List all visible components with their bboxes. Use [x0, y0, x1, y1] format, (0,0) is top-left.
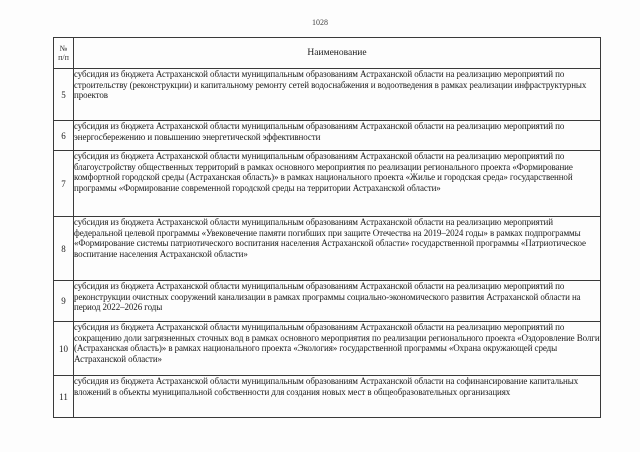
- row-number: 11: [54, 376, 74, 418]
- column-header-number: [54, 38, 74, 69]
- row-text: субсидия из бюджета Астраханской области муниципальным образованиям Астраханской области на реализацию мероприятий по реконструкции очистных сооружений канализации в рамках программы социально-экономического развития Астраханской области на период 2022–2026 годы: [74, 281, 601, 322]
- table-row: [54, 151, 601, 217]
- row-text: субсидия из бюджета Астраханской области муниципальным образованиям Астраханской области на реализацию мероприятий по сокращению доли загрязненных сточных вод в рамках основного мероприятия по реализации регионального проекта «Оздоровление Волги (Астраханская область)» в рамках национального проекта «Экология» государственной программы «Охрана окружающей среды Астраханской области»: [74, 322, 601, 376]
- table-row: [54, 121, 601, 151]
- row-text: субсидия из бюджета Астраханской области муниципальным образованиям Астраханской области на реализацию мероприятий по энергосбережению и повышению энергетической эффективности: [74, 121, 601, 151]
- appropriations-table: [53, 37, 601, 418]
- row-number: 8: [54, 217, 74, 281]
- table-header-row: [54, 38, 601, 69]
- table-row: [54, 281, 601, 322]
- column-header-number-bottom: п/п: [58, 53, 69, 62]
- table-row: [54, 217, 601, 281]
- row-text: субсидия из бюджета Астраханской области муниципальным образованиям Астраханской области на реализацию мероприятий по строительству (реконструкции) и капитальному ремонту сетей водоснабжения и водоотведения в рамках реализации инфраструктурных проектов: [74, 69, 601, 121]
- row-number: 10: [54, 322, 74, 376]
- row-number: 7: [54, 151, 74, 217]
- row-number: 6: [54, 121, 74, 151]
- column-header-number-top: №: [59, 44, 68, 53]
- row-number: 9: [54, 281, 74, 322]
- row-number: 5: [54, 69, 74, 121]
- table-row: [54, 69, 601, 121]
- table-row: [54, 322, 601, 376]
- column-header-name: Наименование: [74, 38, 601, 69]
- table-row: [54, 376, 601, 418]
- page-number: 1028: [312, 18, 328, 27]
- row-text: субсидия из бюджета Астраханской области муниципальным образованиям Астраханской области на софинансирование капитальных вложений в объекты муниципальной собственности для создания новых мест в общеобразовательных организациях: [74, 376, 601, 418]
- row-text: субсидия из бюджета Астраханской области муниципальным образованиям Астраханской области на реализацию мероприятий федеральной целевой программы «Увековечение памяти погибших при защите Отечества на 2019–2024 годы» в рамках подпрограммы «Формирование системы патриотического воспитания населения Астраханской области» государственной программы «Патриотическое воспитание населения Астраханской области»: [74, 217, 601, 281]
- row-text: субсидия из бюджета Астраханской области муниципальным образованиям Астраханской области на реализацию мероприятий по благоустройству общественных территорий в рамках основного мероприятия по реализации регионального проекта «Формирование комфортной городской среды (Астраханская область)» в рамках национального проекта «Жилье и городская среда» государственной программы «Формирование современной городской среды на территории Астраханской области»: [74, 151, 601, 217]
